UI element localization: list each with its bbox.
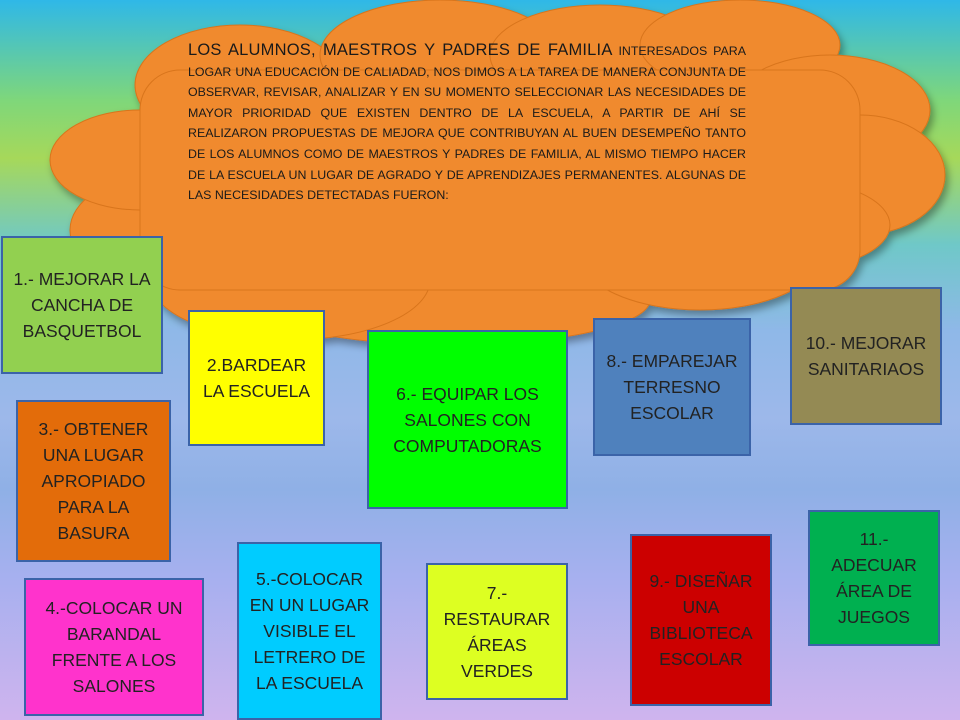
need-4-box (24, 578, 204, 716)
need-9-box (630, 534, 772, 706)
intro-paragraph (188, 40, 746, 206)
need-7-box (426, 563, 568, 700)
need-3-box (16, 400, 171, 562)
need-11-label: 11.- ADECUAR ÁREA DE JUEGOS (831, 529, 917, 627)
need-10-label: 10.- MEJORAR SANITARIAOS (805, 333, 927, 379)
intro-body: INTERESADOS PARA LOGAR UNA EDUCACIÓN DE CALIADAD, NOS DIMOS A LA TAREA DE MANERA CONJUNTA DE OBSERVAR, REVISAR, ANALIZAR Y EN SU MOMENTO SELECCIONAR LAS NECESIDADES DE MAYOR PRIORIDAD QUE EXISTEN DENTRO DE LA ESCUELA, A PARTIR DE AHÍ SE REALIZARON PROPUESTAS DE MEJORA QUE CONTRIBUYAN AL BUEN DESEMPEÑO TANTO DE LOS ALUMNOS COMO DE MAESTROS Y PADRES DE FAMILIA, AL MISMO TIEMPO HACER DE LA ESCUELA UN LUGAR DE AGRADO Y DE APRENDIZAJES PERMANENTES. ALGUNAS DE LAS NECESIDADES DETECTADAS FUERON: (188, 44, 746, 203)
need-5-box (237, 542, 382, 720)
need-11-box (808, 510, 940, 646)
need-8-box (593, 318, 751, 456)
need-9-label: 9.- DISEÑAR UNA BIBLIOTECA ESCOLAR (649, 571, 753, 669)
need-8-label: 8.- EMPAREJAR TERRESNO ESCOLAR (606, 351, 738, 423)
need-10-box (790, 287, 942, 425)
need-2-box (188, 310, 325, 446)
need-5-label: 5.-COLOCAR EN UN LUGAR VISIBLE EL LETRERO DE LA ESCUELA (249, 569, 370, 693)
need-4-label: 4.-COLOCAR UN BARANDAL FRENTE A LOS SALONES (45, 598, 183, 696)
need-6-label: 6.- EQUIPAR LOS SALONES CON COMPUTADORAS (393, 383, 542, 456)
need-3-label: 3.- OBTENER UNA LUGAR APROPIADO PARA LA BASURA (38, 419, 149, 543)
need-1-label: 1.- MEJORAR LA CANCHA DE BASQUETBOL (13, 269, 151, 341)
intro-lead: LOS ALUMNOS, MAESTROS Y PADRES DE FAMILIA (188, 41, 613, 59)
need-2-label: 2.BARDEAR LA ESCUELA (203, 355, 310, 401)
need-6-box (367, 330, 568, 509)
need-7-label: 7.- RESTAURAR ÁREAS VERDES (443, 582, 551, 681)
need-1-box (1, 236, 163, 374)
